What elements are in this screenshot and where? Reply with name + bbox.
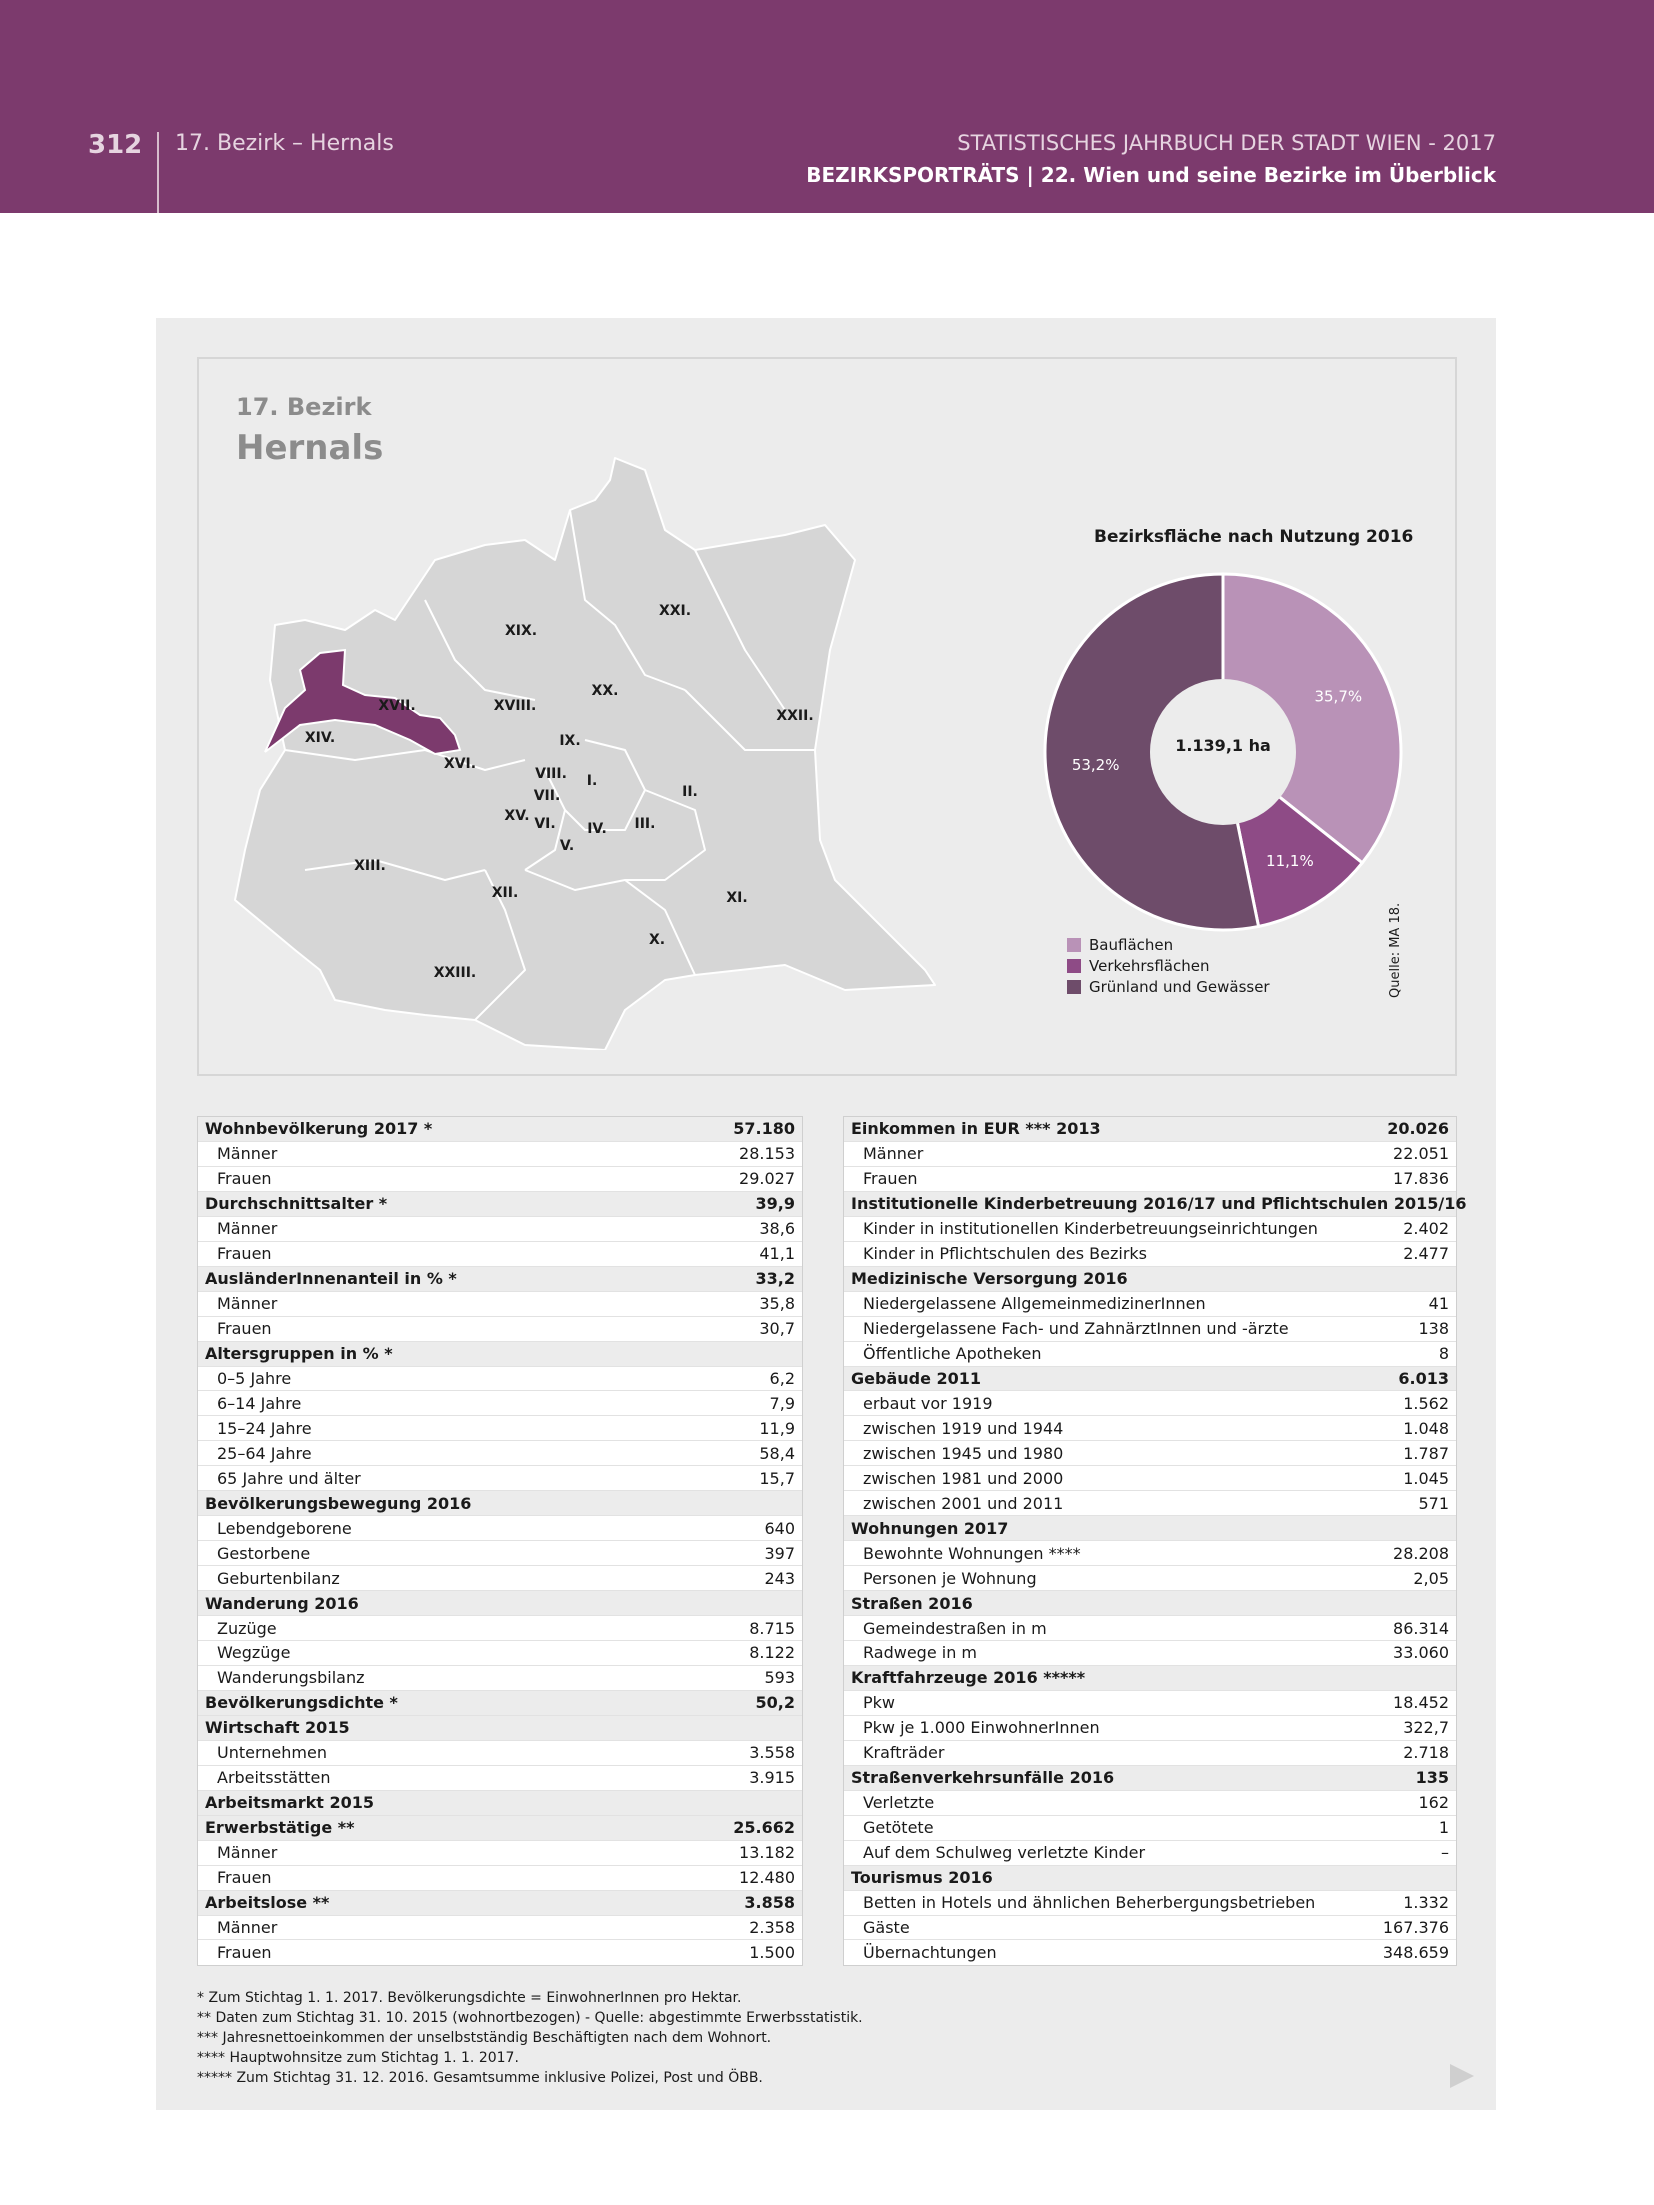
row-label: 6–14 Jahre: [217, 1393, 302, 1413]
row-label: Kinder in Pflichtschulen des Bezirks: [863, 1244, 1147, 1264]
row-label: Frauen: [217, 1169, 272, 1189]
row-value: 2.402: [1403, 1219, 1449, 1239]
row-value: 2,05: [1413, 1568, 1449, 1588]
table-section-row: [844, 1516, 1456, 1541]
row-label: Kinder in institutionellen Kinderbetreuungseinrichtungen: [863, 1219, 1318, 1239]
row-label: Wirtschaft 2015: [205, 1718, 350, 1738]
header-divider: [157, 132, 159, 213]
row-value: 640: [764, 1518, 795, 1538]
map-district-label: XIX.: [504, 623, 538, 639]
map-district-label: XI.: [726, 890, 748, 906]
row-label: 65 Jahre und älter: [217, 1468, 361, 1488]
pie-data-label: 11,1%: [1266, 852, 1314, 871]
row-label: Krafträder: [863, 1743, 945, 1763]
map-district-label: XX.: [591, 683, 619, 699]
row-value: 1.787: [1403, 1443, 1449, 1463]
table-row: [198, 1217, 802, 1242]
row-label: Pkw je 1.000 EinwohnerInnen: [863, 1718, 1100, 1738]
table-row: [198, 1866, 802, 1891]
table-section-row: [198, 1117, 802, 1142]
table-row: [198, 1916, 802, 1941]
row-label: Institutionelle Kinderbetreuung 2016/17 und Pflichtschulen 2015/16: [851, 1194, 1467, 1214]
table-row: [844, 1541, 1456, 1566]
row-label: Gebäude 2011: [851, 1369, 982, 1388]
row-label: Niedergelassene Fach- und ZahnärztInnen und -ärzte: [863, 1319, 1289, 1339]
row-label: Lebendgeborene: [217, 1518, 352, 1538]
legend-label: Verkehrsflächen: [1089, 956, 1210, 975]
row-value: 1.562: [1403, 1393, 1449, 1413]
map-district-label: XVI.: [443, 756, 477, 772]
row-label: Erwerbstätige **: [205, 1818, 355, 1838]
table-row: [198, 1292, 802, 1317]
row-value: 41,1: [759, 1244, 795, 1264]
table-row: [844, 1441, 1456, 1466]
table-row: [198, 1391, 802, 1416]
map-district-label: IX.: [559, 733, 581, 749]
row-label: Straßen 2016: [851, 1593, 973, 1613]
row-value: 13.182: [739, 1843, 795, 1863]
table-section-row: [198, 1342, 802, 1367]
row-label: Arbeitslose **: [205, 1893, 330, 1913]
row-value: 29.027: [739, 1169, 795, 1189]
table-row: [198, 1441, 802, 1466]
table-row: [844, 1416, 1456, 1441]
row-value: 30,7: [759, 1319, 795, 1339]
row-value: 6,2: [769, 1369, 795, 1388]
table-row: [844, 1641, 1456, 1666]
row-value: 39,9: [755, 1194, 795, 1214]
table-row: [844, 1816, 1456, 1841]
row-label: AusländerInnenanteil in % *: [205, 1269, 457, 1289]
table-row: [198, 1142, 802, 1167]
legend-item-verkehrsflaechen: [1067, 955, 1270, 976]
row-label: Betten in Hotels und ähnlichen Beherbergungsbetrieben: [863, 1893, 1316, 1913]
map-district-label: XXII.: [776, 708, 814, 724]
row-value: 138: [1418, 1319, 1449, 1339]
table-section-row: [844, 1666, 1456, 1691]
row-label: Gemeindestraßen in m: [863, 1618, 1047, 1638]
header-district-title: 17. Bezirk – Hernals: [175, 131, 394, 156]
table-section-row: [844, 1766, 1456, 1791]
row-label: Männer: [217, 1917, 278, 1937]
row-value: 57.180: [733, 1119, 795, 1139]
table-row: [198, 1317, 802, 1342]
pie-data-label: 53,2%: [1071, 755, 1120, 774]
row-value: 1.048: [1403, 1418, 1449, 1438]
row-label: Männer: [217, 1294, 278, 1314]
row-label: Arbeitsmarkt 2015: [205, 1793, 374, 1813]
row-value: 322,7: [1403, 1718, 1449, 1738]
map-district-label: X.: [648, 932, 666, 948]
table-row: [844, 1217, 1456, 1242]
table-row: [198, 1666, 802, 1691]
table-row: [198, 1841, 802, 1866]
pie-legend: [1067, 934, 1270, 997]
row-label: Kraftfahrzeuge 2016 *****: [851, 1668, 1086, 1688]
row-value: 7,9: [769, 1393, 795, 1413]
row-value: 2.718: [1403, 1743, 1449, 1763]
district-name: Hernals: [236, 428, 384, 468]
row-label: Frauen: [217, 1319, 272, 1339]
map-district-label: II.: [682, 784, 698, 800]
table-row: [198, 1940, 802, 1965]
table-row: [198, 1541, 802, 1566]
row-label: Wegzüge: [217, 1643, 291, 1663]
table-section-row: [844, 1591, 1456, 1616]
row-value: 348.659: [1382, 1943, 1449, 1963]
row-label: Arbeitsstätten: [217, 1768, 331, 1788]
table-row: [844, 1916, 1456, 1941]
table-row: [198, 1766, 802, 1791]
row-label: Getötete: [863, 1818, 934, 1838]
legend-swatch-gruenland: [1067, 980, 1081, 994]
row-label: Frauen: [217, 1943, 272, 1963]
map-district-label: VII.: [533, 788, 561, 804]
pie-data-label: 35,7%: [1314, 687, 1363, 706]
row-value: 593: [764, 1668, 795, 1688]
table-row: [844, 1242, 1456, 1267]
next-page-arrow-icon[interactable]: [1450, 2064, 1474, 2088]
row-value: 11,9: [759, 1418, 795, 1438]
row-label: Unternehmen: [217, 1743, 327, 1763]
table-row: [844, 1391, 1456, 1416]
map-district-label: V.: [559, 838, 575, 854]
row-value: 397: [764, 1543, 795, 1563]
table-section-row: [198, 1591, 802, 1616]
row-value: 17.836: [1393, 1169, 1449, 1189]
map-district-label: XVII.: [378, 698, 416, 714]
row-value: 8.715: [749, 1618, 795, 1638]
table-section-row: [844, 1367, 1456, 1392]
row-value: 3.558: [749, 1743, 795, 1763]
row-label: Wanderung 2016: [205, 1593, 359, 1613]
row-label: Wohnungen 2017: [851, 1518, 1009, 1538]
row-label: Geburtenbilanz: [217, 1568, 340, 1588]
table-row: [198, 1367, 802, 1392]
table-section-row: [198, 1891, 802, 1916]
legend-label: Bauflächen: [1089, 935, 1174, 954]
row-label: Durchschnittsalter *: [205, 1194, 388, 1214]
row-value: 243: [764, 1568, 795, 1588]
table-row: [198, 1741, 802, 1766]
map-district-label: VIII.: [535, 766, 567, 782]
row-label: 0–5 Jahre: [217, 1369, 292, 1388]
row-value: 1.045: [1403, 1468, 1449, 1488]
row-value: 58,4: [759, 1443, 795, 1463]
footnote: *** Jahresnettoeinkommen der unselbstständig Beschäftigten nach dem Wohnort.: [197, 2030, 772, 2046]
row-value: 6.013: [1398, 1369, 1449, 1388]
land-use-pie-chart: [1030, 520, 1450, 940]
row-value: 28.153: [739, 1144, 795, 1164]
row-value: 15,7: [759, 1468, 795, 1488]
row-value: 38,6: [759, 1219, 795, 1239]
row-value: 167.376: [1382, 1917, 1449, 1937]
row-label: Frauen: [863, 1169, 918, 1189]
table-section-row: [198, 1491, 802, 1516]
table-row: [844, 1691, 1456, 1716]
row-value: 2.358: [749, 1917, 795, 1937]
row-value: 20.026: [1387, 1119, 1449, 1139]
row-label: Personen je Wohnung: [863, 1568, 1037, 1588]
table-row: [844, 1841, 1456, 1866]
table-section-row: [198, 1716, 802, 1741]
map-district-label: XV.: [504, 808, 530, 824]
row-value: 1.332: [1403, 1893, 1449, 1913]
table-section-row: [198, 1816, 802, 1841]
row-label: Tourismus 2016: [851, 1868, 993, 1888]
map-district-label: I.: [586, 773, 598, 789]
table-row: [198, 1466, 802, 1491]
row-label: Gestorbene: [217, 1543, 311, 1563]
row-value: 571: [1418, 1493, 1449, 1513]
row-label: Frauen: [217, 1868, 272, 1888]
table-row: [844, 1741, 1456, 1766]
row-label: Einkommen in EUR *** 2013: [851, 1119, 1101, 1139]
table-row: [844, 1716, 1456, 1741]
footnote: * Zum Stichtag 1. 1. 2017. Bevölkerungsdichte = EinwohnerInnen pro Hektar.: [197, 1990, 742, 2006]
table-section-row: [198, 1691, 802, 1716]
row-label: Wanderungsbilanz: [217, 1668, 365, 1688]
row-value: 33,2: [755, 1269, 795, 1289]
legend-swatch-verkehrsflaechen: [1067, 959, 1081, 973]
row-value: 35,8: [759, 1294, 795, 1314]
map-district-label: XII.: [491, 885, 519, 901]
row-value: 135: [1415, 1768, 1449, 1788]
footnote: ** Daten zum Stichtag 31. 10. 2015 (wohnortbezogen) - Quelle: abgestimmte Erwerbsstatistik.: [197, 2010, 863, 2026]
legend-item-bauflaechen: [1067, 934, 1270, 955]
footnotes: [197, 1988, 863, 2088]
row-value: 50,2: [755, 1693, 795, 1713]
row-value: 162: [1418, 1793, 1449, 1813]
statistics-table-right: [843, 1116, 1467, 1966]
row-label: Bewohnte Wohnungen ****: [863, 1543, 1081, 1563]
table-row: [844, 1167, 1456, 1192]
table-section-row: [198, 1791, 802, 1816]
row-value: 3.915: [749, 1768, 795, 1788]
row-value: 18.452: [1393, 1693, 1449, 1713]
row-value: 41: [1428, 1294, 1449, 1314]
district-label: 17. Bezirk: [236, 393, 372, 421]
table-section-row: [198, 1267, 802, 1292]
statistics-table-left: [197, 1116, 803, 1966]
table-row: [844, 1317, 1456, 1342]
map-district-label: XIII.: [354, 858, 386, 874]
yearbook-title: STATISTISCHES JAHRBUCH DER STADT WIEN - 2017: [957, 131, 1496, 155]
row-value: 1: [1438, 1818, 1449, 1838]
map-city-outline: [235, 458, 935, 1050]
row-label: Übernachtungen: [863, 1943, 997, 1963]
row-label: zwischen 2001 und 2011: [863, 1493, 1064, 1513]
map-district-label: XXI.: [658, 603, 692, 619]
legend-swatch-bauflaechen: [1067, 938, 1081, 952]
table-row: [198, 1641, 802, 1666]
row-label: Gäste: [863, 1917, 910, 1937]
table-row: [844, 1491, 1456, 1516]
row-label: Männer: [863, 1144, 924, 1164]
row-label: Bevölkerungsdichte *: [205, 1693, 398, 1713]
table-row: [844, 1292, 1456, 1317]
table-section-row: [844, 1866, 1456, 1891]
row-label: zwischen 1945 und 1980: [863, 1443, 1064, 1463]
row-value: 1.500: [749, 1943, 795, 1963]
map-district-label: IV.: [587, 821, 607, 837]
table-row: [844, 1791, 1456, 1816]
row-label: Öffentliche Apotheken: [863, 1344, 1042, 1364]
row-value: 8.122: [749, 1643, 795, 1663]
row-label: Männer: [217, 1219, 278, 1239]
table-row: [844, 1142, 1456, 1167]
footnote: ***** Zum Stichtag 31. 12. 2016. Gesamtsumme inklusive Polizei, Post und ÖBB.: [197, 2070, 763, 2086]
table-section-row: [844, 1267, 1456, 1292]
row-label: zwischen 1981 und 2000: [863, 1468, 1064, 1488]
pie-title: Bezirksfläche nach Nutzung 2016: [1094, 527, 1414, 547]
map-district-label: XIV.: [304, 730, 336, 746]
row-label: zwischen 1919 und 1944: [863, 1418, 1064, 1438]
row-label: Männer: [217, 1843, 278, 1863]
row-value: 12.480: [739, 1868, 795, 1888]
section-title: BEZIRKSPORTRÄTS | 22. Wien und seine Bezirke im Überblick: [806, 163, 1496, 187]
row-value: 28.208: [1393, 1543, 1449, 1563]
row-label: Medizinische Versorgung 2016: [851, 1269, 1128, 1289]
row-label: Pkw: [863, 1693, 895, 1713]
map-district-label: XVIII.: [493, 698, 537, 714]
map-district-label: VI.: [534, 816, 556, 832]
table-row: [198, 1242, 802, 1267]
row-value: 22.051: [1393, 1144, 1449, 1164]
pie-center-label: 1.139,1 ha: [1175, 736, 1271, 755]
legend-label: Grünland und Gewässer: [1089, 977, 1270, 996]
row-label: Frauen: [217, 1244, 272, 1264]
row-label: Radwege in m: [863, 1643, 977, 1663]
row-value: 25.662: [733, 1818, 795, 1838]
row-value: 8: [1438, 1344, 1449, 1364]
map-district-label: XXIII.: [433, 965, 477, 981]
row-label: erbaut vor 1919: [863, 1393, 993, 1413]
footnote: **** Hauptwohnsitze zum Stichtag 1. 1. 2017.: [197, 2050, 519, 2066]
table-row: [844, 1566, 1456, 1591]
row-value: 33.060: [1393, 1643, 1449, 1663]
table-row: [844, 1940, 1456, 1965]
row-label: 25–64 Jahre: [217, 1443, 312, 1463]
row-label: 15–24 Jahre: [217, 1418, 312, 1438]
table-row: [844, 1616, 1456, 1641]
table-row: [844, 1342, 1456, 1367]
row-label: Verletzte: [863, 1793, 935, 1813]
row-value: –: [1441, 1843, 1449, 1863]
row-label: Zuzüge: [217, 1618, 277, 1638]
table-section-row: [844, 1192, 1467, 1217]
row-label: Bevölkerungsbewegung 2016: [205, 1493, 472, 1513]
row-label: Männer: [217, 1144, 278, 1164]
chart-source: Quelle: MA 18.: [1388, 902, 1403, 998]
map-district-label: III.: [634, 816, 656, 832]
row-value: 2.477: [1403, 1244, 1449, 1264]
vienna-district-map: [225, 450, 985, 1050]
table-row: [198, 1516, 802, 1541]
row-label: Straßenverkehrsunfälle 2016: [851, 1768, 1115, 1788]
row-label: Niedergelassene AllgemeinmedizinerInnen: [863, 1294, 1206, 1314]
row-label: Auf dem Schulweg verletzte Kinder: [863, 1843, 1146, 1863]
table-section-row: [844, 1117, 1456, 1142]
row-label: Wohnbevölkerung 2017 *: [205, 1119, 433, 1139]
page-number: 312: [88, 130, 143, 160]
table-row: [844, 1891, 1456, 1916]
table-row: [198, 1566, 802, 1591]
table-row: [198, 1167, 802, 1192]
row-label: Altersgruppen in % *: [205, 1344, 393, 1364]
row-value: 86.314: [1393, 1618, 1449, 1638]
legend-item-gruenland: [1067, 976, 1270, 997]
row-value: 3.858: [744, 1893, 795, 1913]
table-row: [198, 1616, 802, 1641]
table-row: [198, 1416, 802, 1441]
table-row: [844, 1466, 1456, 1491]
table-section-row: [198, 1192, 802, 1217]
